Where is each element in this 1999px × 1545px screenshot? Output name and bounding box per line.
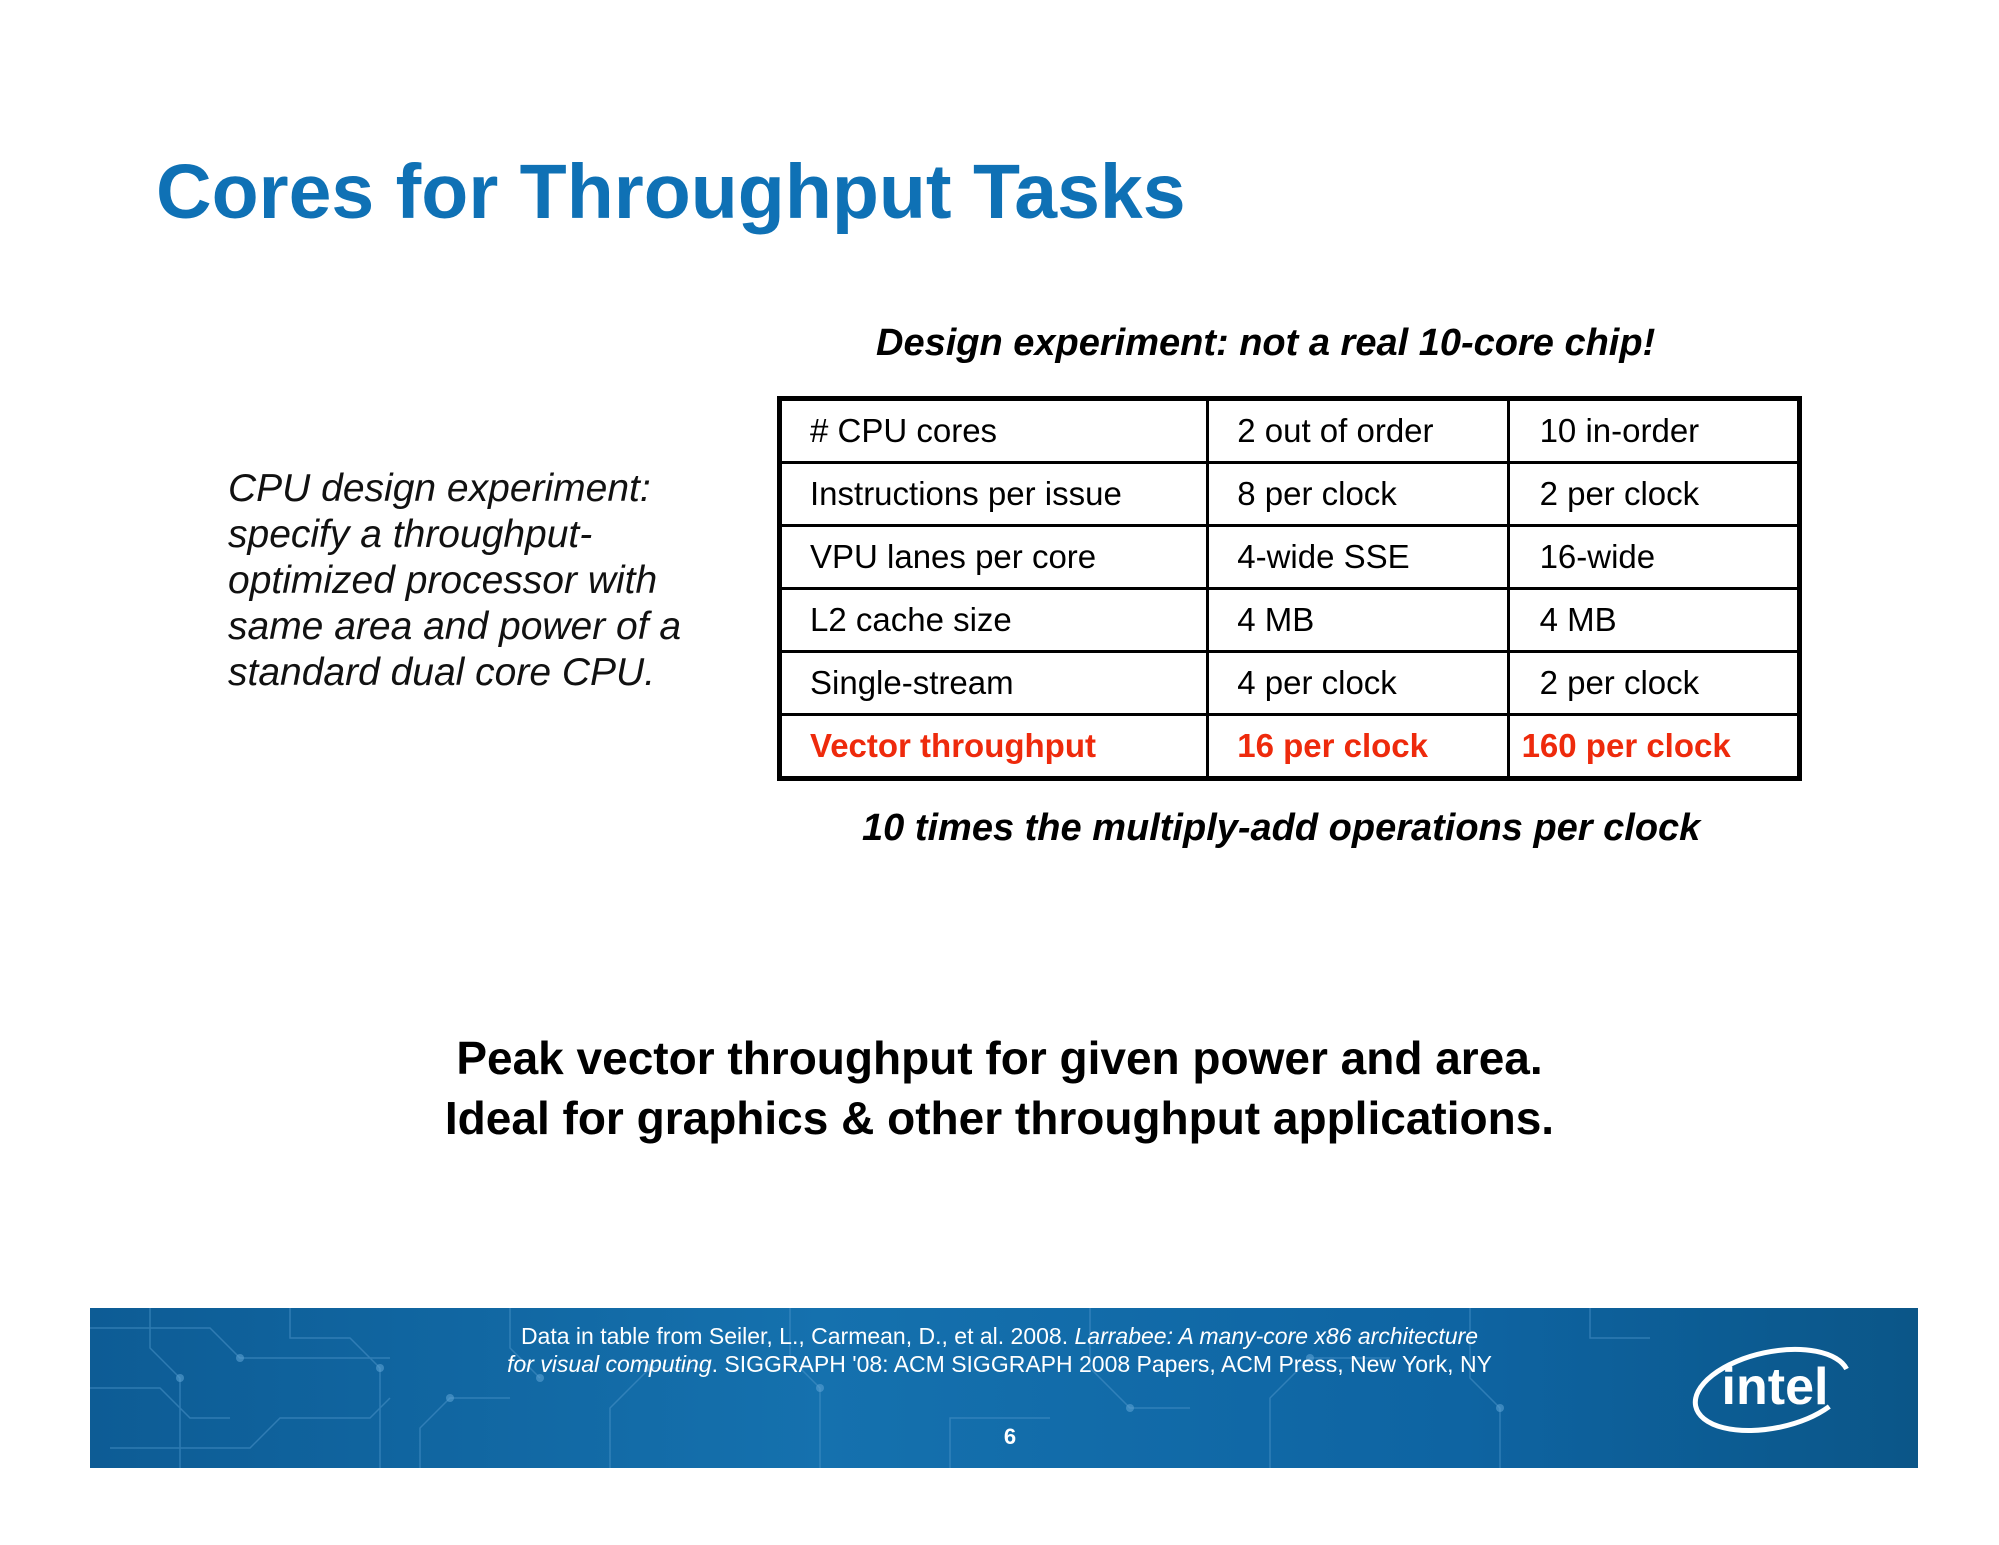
intel-logo-text: intel (1721, 1358, 1829, 1416)
table-cell: 4-wide SSE (1208, 526, 1508, 589)
table-cell: Instructions per issue (780, 463, 1208, 526)
table-row (780, 589, 1800, 652)
table-cell: 2 per clock (1508, 463, 1799, 526)
table-cell: 16-wide (1508, 526, 1799, 589)
table-cell: 4 per clock (1208, 652, 1508, 715)
table-cell: 4 MB (1508, 589, 1799, 652)
table-cell: 8 per clock (1208, 463, 1508, 526)
table-caption: 10 times the multiply-add operations per clock (862, 807, 1701, 849)
table-cell: 10 in-order (1508, 399, 1799, 463)
citation-authors: Data in table from Seiler, L., Carmean, D., et al. 2008. (520, 1323, 1075, 1349)
conclusion-line-2: Ideal for graphics & other throughput applications. (444, 1092, 1555, 1144)
conclusion (0, 1028, 1999, 1148)
table-row (780, 399, 1800, 463)
conclusion-line-1: Peak vector throughput for given power and area. (456, 1032, 1543, 1084)
table-cell: 160 per clock (1508, 715, 1799, 779)
table-row (780, 526, 1800, 589)
citation-venue: . SIGGRAPH '08: ACM SIGGRAPH 2008 Papers, ACM Press, New York, NY (711, 1351, 1492, 1377)
citation-title-part-2: for visual computing (507, 1351, 712, 1377)
table-row (780, 715, 1800, 779)
table-row (780, 652, 1800, 715)
page-number: 6 (1003, 1424, 1017, 1449)
citation-title-part-1: Larrabee: A many-core x86 architecture (1074, 1323, 1479, 1349)
table-cell: Vector throughput (780, 715, 1208, 779)
table-cell: L2 cache size (780, 589, 1208, 652)
table-row (780, 463, 1800, 526)
table-cell: VPU lanes per core (780, 526, 1208, 589)
side-note: CPU design experiment: specify a throughput-optimized processor with same area and power of a standard dual core CPU. (228, 467, 682, 694)
spec-table-body (780, 399, 1800, 779)
table-cell: Single-stream (780, 652, 1208, 715)
slide-title: Cores for Throughput Tasks (156, 149, 1186, 235)
table-cell: 2 per clock (1508, 652, 1799, 715)
table-cell: 16 per clock (1208, 715, 1508, 779)
table-cell: # CPU cores (780, 399, 1208, 463)
table-heading: Design experiment: not a real 10-core chip! (876, 322, 1656, 364)
spec-table (777, 396, 1802, 781)
table-cell: 4 MB (1208, 589, 1508, 652)
table-cell: 2 out of order (1208, 399, 1508, 463)
intel-logo (1690, 1342, 1855, 1437)
